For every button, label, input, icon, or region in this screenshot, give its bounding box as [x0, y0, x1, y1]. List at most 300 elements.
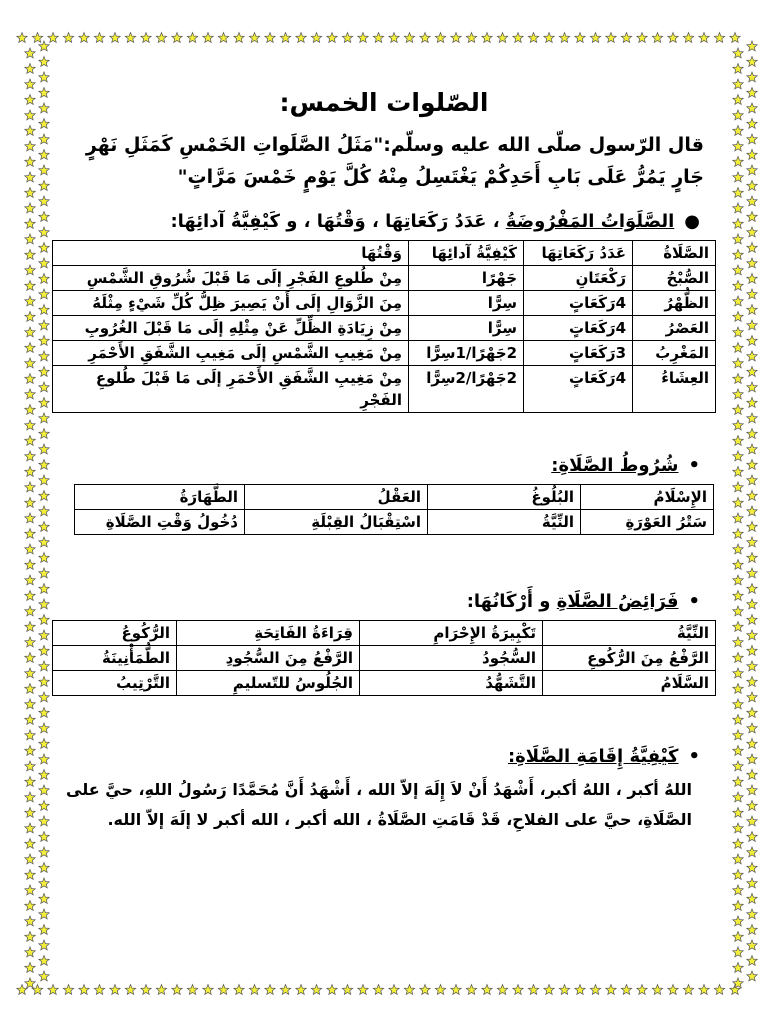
prayers-table	[52, 240, 716, 413]
star-icon	[637, 33, 647, 43]
star-icon	[39, 413, 49, 423]
star-icon	[39, 196, 49, 206]
star-icon	[218, 33, 228, 43]
star-icon	[747, 677, 757, 687]
table-header-row	[53, 241, 716, 266]
star-icon	[39, 816, 49, 826]
table-cell: 2جَهْرًا/1سِرًّا	[409, 341, 524, 366]
star-icon	[25, 343, 35, 353]
star-icon	[733, 575, 743, 585]
star-icon	[39, 382, 49, 392]
star-icon	[497, 33, 507, 43]
star-icon	[39, 553, 49, 563]
table-cell: الظُّهْرُ	[633, 291, 716, 316]
star-icon	[25, 823, 35, 833]
table-cell: 2جَهْرًا/2سِرًّا	[409, 366, 524, 413]
star-icon	[747, 475, 757, 485]
star-icon	[141, 985, 151, 995]
star-icon	[621, 985, 631, 995]
star-icon	[311, 33, 321, 43]
table-cell: العَصْرُ	[633, 316, 716, 341]
star-icon	[733, 389, 743, 399]
star-icon	[747, 103, 757, 113]
star-icon	[32, 33, 42, 43]
star-icon	[451, 985, 461, 995]
star-icon	[39, 506, 49, 516]
star-icon	[25, 296, 35, 306]
star-icon	[203, 985, 213, 995]
star-icon	[747, 57, 757, 67]
star-icon	[25, 746, 35, 756]
star-icon	[48, 33, 58, 43]
star-icon	[25, 792, 35, 802]
star-icon	[683, 33, 693, 43]
star-icon	[451, 33, 461, 43]
star-icon	[39, 878, 49, 888]
star-icon	[25, 250, 35, 260]
star-icon	[39, 103, 49, 113]
star-icon	[404, 33, 414, 43]
star-icon	[733, 64, 743, 74]
star-icon	[25, 715, 35, 725]
table-cell: مِنْ زِيَادَةِ الظِّلِّ عَنْ مِثْلِهِ إلَى مَا قَبْلَ الغُرُوبِ	[53, 316, 409, 341]
table-cell: الرُّكُوعُ	[53, 621, 177, 646]
star-icon	[187, 985, 197, 995]
star-icon	[39, 305, 49, 315]
star-icon	[39, 940, 49, 950]
star-icon	[25, 978, 35, 988]
star-icon	[404, 985, 414, 995]
star-icon	[733, 467, 743, 477]
star-icon	[296, 985, 306, 995]
star-icon	[39, 630, 49, 640]
star-icon	[358, 33, 368, 43]
star-icon	[733, 296, 743, 306]
table-row	[53, 266, 716, 291]
star-icon	[733, 715, 743, 725]
star-icon	[747, 615, 757, 625]
table-cell: جَهْرًا	[409, 266, 524, 291]
star-icon	[25, 529, 35, 539]
star-icon	[25, 281, 35, 291]
star-icon	[637, 985, 647, 995]
star-icon	[747, 971, 757, 981]
table-cell: الإِسْلَامُ	[581, 485, 714, 510]
star-icon	[733, 420, 743, 430]
star-icon	[747, 723, 757, 733]
star-icon	[559, 985, 569, 995]
star-icon	[482, 33, 492, 43]
star-icon	[733, 668, 743, 678]
table-cell: سِرًّا	[409, 291, 524, 316]
star-icon	[747, 894, 757, 904]
star-icon	[733, 761, 743, 771]
star-icon	[733, 358, 743, 368]
star-icon	[39, 754, 49, 764]
star-icon	[747, 413, 757, 423]
star-icon	[747, 785, 757, 795]
star-icon	[733, 436, 743, 446]
star-icon	[466, 985, 476, 995]
star-icon	[733, 110, 743, 120]
star-icon	[747, 212, 757, 222]
star-icon	[733, 637, 743, 647]
star-icon	[733, 947, 743, 957]
star-icon	[25, 637, 35, 647]
table-cell: النِّيَّةُ	[428, 510, 581, 535]
star-icon	[280, 985, 290, 995]
iqama-text: اللهُ أكبر ، اللهُ أكبر، أَشْهَدُ أَنْ لاَ إِلَهَ إلاّ الله ، أَشْهَدُ أَنَّ مُحَمَّدًا رَسُولُ اللهِ، حيَّ على الصَّلَاةِ، حيَّ على الفلاحِ، قَدْ قَامَتِ الصَّلَاةُ ، الله أكبر ، الله أكبر لا إلَهَ إلاّ الله.	[66, 780, 692, 829]
star-icon	[25, 172, 35, 182]
table-cell: رَكْعَتَانِ	[524, 266, 633, 291]
star-icon	[39, 460, 49, 470]
star-icon	[747, 584, 757, 594]
star-icon	[733, 777, 743, 787]
table-cell: مِنْ مَغِيبِ الشَّمْسِ إلَى مَغِيبِ الشَّفَقِ الأَحْمَرِ	[53, 341, 409, 366]
star-icon	[39, 289, 49, 299]
star-icon	[172, 33, 182, 43]
star-icon	[733, 219, 743, 229]
star-icon	[25, 141, 35, 151]
star-icon	[25, 312, 35, 322]
star-icon	[747, 243, 757, 253]
star-icon	[575, 33, 585, 43]
star-icon	[25, 591, 35, 601]
heading-rest: ، عَدَدُ رَكَعَاتِهَا ، وَقْتُهَا ، و كَيْفِيَّةُ آدائِهَا:	[170, 211, 506, 232]
table-cell: 4رَكَعَاتٍ	[524, 316, 633, 341]
star-icon	[25, 932, 35, 942]
star-icon	[25, 498, 35, 508]
star-icon	[39, 258, 49, 268]
star-icon	[25, 265, 35, 275]
star-icon	[25, 963, 35, 973]
star-icon	[218, 985, 228, 995]
star-icon	[747, 956, 757, 966]
star-icon	[733, 234, 743, 244]
heading-underlined: الصَّلَوَاتُ المَفْرُوضَةُ	[505, 211, 675, 232]
star-icon	[747, 832, 757, 842]
star-icon	[733, 405, 743, 415]
star-icon	[747, 444, 757, 454]
star-icon	[25, 451, 35, 461]
table-row	[53, 341, 716, 366]
star-icon	[156, 985, 166, 995]
table-cell: السَّلَامُ	[543, 671, 716, 696]
page-title: الصّلوات الخمس:	[279, 88, 489, 117]
star-icon	[39, 909, 49, 919]
star-icon	[733, 544, 743, 554]
section-iqama-heading	[52, 746, 700, 767]
star-icon	[39, 181, 49, 191]
star-icon	[714, 985, 724, 995]
star-icon	[17, 985, 27, 995]
star-icon	[25, 513, 35, 523]
heading-underlined: فَرَائِضُ الصَّلَاةِ	[556, 591, 679, 612]
star-icon	[544, 985, 554, 995]
star-icon	[668, 985, 678, 995]
star-icon	[373, 985, 383, 995]
table-row	[53, 646, 716, 671]
header-cell: عَدَدُ رَكَعَاتِهَا	[524, 241, 633, 266]
star-icon	[39, 320, 49, 330]
star-icon	[63, 985, 73, 995]
star-icon	[25, 885, 35, 895]
table-cell: قِرَاءَةُ الفَاتِحَةِ	[177, 621, 360, 646]
star-icon	[733, 48, 743, 58]
table-cell: السُّجُودُ	[360, 646, 543, 671]
star-icon	[733, 203, 743, 213]
table-row	[53, 621, 716, 646]
heading-underlined: كَيْفِيَّةُ إِقَامَةِ الصَّلَاةِ:	[507, 746, 679, 767]
star-icon	[730, 985, 740, 995]
star-icon	[25, 405, 35, 415]
star-icon	[747, 119, 757, 129]
star-icon	[747, 754, 757, 764]
star-icon	[25, 358, 35, 368]
star-icon	[747, 351, 757, 361]
star-icon	[39, 661, 49, 671]
star-icon	[733, 126, 743, 136]
star-icon	[747, 940, 757, 950]
star-icon	[25, 839, 35, 849]
star-icon	[733, 606, 743, 616]
star-icon	[606, 33, 616, 43]
star-icon	[39, 785, 49, 795]
star-icon	[25, 699, 35, 709]
star-icon	[513, 985, 523, 995]
star-icon	[747, 429, 757, 439]
star-icon	[25, 188, 35, 198]
star-icon	[528, 985, 538, 995]
star-icon	[389, 33, 399, 43]
star-icon	[39, 243, 49, 253]
star-icon	[79, 985, 89, 995]
star-icon	[747, 150, 757, 160]
star-icon	[39, 72, 49, 82]
star-icon	[389, 985, 399, 995]
star-icon	[733, 932, 743, 942]
star-icon	[25, 947, 35, 957]
star-icon	[733, 141, 743, 151]
header-cell: وَقْتُهَا	[53, 241, 409, 266]
star-icon	[733, 250, 743, 260]
star-icon	[25, 777, 35, 787]
star-icon	[39, 398, 49, 408]
star-icon	[39, 227, 49, 237]
star-icon	[125, 33, 135, 43]
star-icon	[39, 863, 49, 873]
star-icon	[747, 553, 757, 563]
star-icon	[39, 491, 49, 501]
star-icon	[39, 522, 49, 532]
star-icon	[747, 816, 757, 826]
star-icon	[25, 761, 35, 771]
star-icon	[747, 196, 757, 206]
star-icon	[714, 33, 724, 43]
star-icon	[156, 33, 166, 43]
star-icon	[25, 203, 35, 213]
star-icon	[125, 985, 135, 995]
star-icon	[733, 312, 743, 322]
star-icon	[39, 956, 49, 966]
star-icon	[79, 33, 89, 43]
star-icon	[747, 320, 757, 330]
star-icon	[747, 522, 757, 532]
star-icon	[249, 985, 259, 995]
star-icon	[39, 41, 49, 51]
star-icon	[733, 157, 743, 167]
star-icon	[733, 622, 743, 632]
star-icon	[747, 599, 757, 609]
star-icon	[63, 33, 73, 43]
star-icon	[39, 894, 49, 904]
star-icon	[39, 444, 49, 454]
star-icon	[17, 33, 27, 43]
star-icon	[327, 985, 337, 995]
star-icon	[39, 832, 49, 842]
star-icon	[733, 172, 743, 182]
star-icon	[747, 506, 757, 516]
star-icon	[652, 33, 662, 43]
hadith-quote: قال الرّسول صلّى الله عليه وسلّم:"مَثَلُ الصَّلَواتِ الخَمْسِ كَمَثَلِ نَهْرٍ جَارٍ يَمُرُّ عَلَى بَابِ أَحَدِكُمْ يَغْتَسِلُ مِنْهُ كُلَّ يَوْمٍ خَمْسَ مَرَّاتٍ"	[85, 134, 704, 188]
star-icon	[25, 110, 35, 120]
star-icon	[25, 482, 35, 492]
star-icon	[733, 343, 743, 353]
star-icon	[25, 916, 35, 926]
table-row	[53, 366, 716, 413]
table-cell: البُلُوغُ	[428, 485, 581, 510]
star-icon	[733, 823, 743, 833]
star-icon	[25, 374, 35, 384]
star-icon	[747, 491, 757, 501]
star-icon	[342, 33, 352, 43]
star-icon	[342, 985, 352, 995]
star-icon	[39, 274, 49, 284]
star-icon	[733, 901, 743, 911]
star-icon	[747, 770, 757, 780]
star-icon	[747, 661, 757, 671]
star-icon	[25, 653, 35, 663]
star-icon	[39, 475, 49, 485]
star-icon	[747, 382, 757, 392]
star-icon	[747, 692, 757, 702]
star-icon	[187, 33, 197, 43]
star-icon	[94, 33, 104, 43]
star-icon	[747, 460, 757, 470]
star-icon	[559, 33, 569, 43]
star-icon	[747, 336, 757, 346]
star-icon	[747, 305, 757, 315]
star-icon	[733, 281, 743, 291]
star-icon	[39, 568, 49, 578]
star-icon	[234, 985, 244, 995]
star-icon	[747, 367, 757, 377]
star-icon	[25, 730, 35, 740]
star-icon	[733, 699, 743, 709]
star-icon	[234, 33, 244, 43]
star-icon	[733, 327, 743, 337]
table-cell: دُخُولُ وَقْتِ الصَّلَاةِ	[75, 510, 245, 535]
star-icon	[747, 88, 757, 98]
star-icon	[747, 41, 757, 51]
star-icon	[25, 157, 35, 167]
star-icon	[497, 985, 507, 995]
heading-rest: و أَرْكَانُهَا:	[466, 591, 557, 612]
star-icon	[747, 72, 757, 82]
star-icon	[311, 985, 321, 995]
star-icon	[39, 165, 49, 175]
star-icon	[544, 33, 554, 43]
table-cell: 4رَكَعَاتٍ	[524, 291, 633, 316]
star-icon	[652, 985, 662, 995]
table-cell: اسْتِقْبَالُ القِبْلَةِ	[245, 510, 428, 535]
star-icon	[747, 181, 757, 191]
table-cell: الطُّمَأْنِينَةُ	[53, 646, 177, 671]
star-icon	[466, 33, 476, 43]
star-icon	[733, 870, 743, 880]
table-cell: الرَّفْعُ مِنَ الرُّكُوعِ	[543, 646, 716, 671]
star-icon	[48, 985, 58, 995]
star-icon	[528, 33, 538, 43]
star-icon	[358, 985, 368, 995]
star-icon	[730, 33, 740, 43]
star-icon	[733, 95, 743, 105]
section-obligatory-prayers-heading	[52, 211, 700, 232]
star-icon	[25, 606, 35, 616]
conditions-table	[74, 484, 714, 535]
star-icon	[747, 227, 757, 237]
star-icon	[25, 64, 35, 74]
star-icon	[733, 265, 743, 275]
star-icon	[733, 978, 743, 988]
table-cell: المَغْرِبُ	[633, 341, 716, 366]
star-icon	[435, 33, 445, 43]
star-icon	[39, 88, 49, 98]
star-icon	[39, 150, 49, 160]
star-icon	[39, 925, 49, 935]
star-icon	[110, 985, 120, 995]
star-icon	[733, 885, 743, 895]
star-icon	[39, 770, 49, 780]
star-icon	[733, 591, 743, 601]
star-icon	[606, 985, 616, 995]
star-icon	[25, 668, 35, 678]
table-cell: النِّيَّةُ	[543, 621, 716, 646]
star-icon	[25, 808, 35, 818]
star-icon	[747, 398, 757, 408]
star-icon	[733, 188, 743, 198]
bullet-icon: •	[688, 746, 700, 767]
table-cell: سِرًّا	[409, 316, 524, 341]
star-icon	[39, 599, 49, 609]
table-row	[75, 485, 714, 510]
star-icon	[747, 878, 757, 888]
star-icon	[733, 746, 743, 756]
table-cell: الجُلُوسُ للتّسليمِ	[177, 671, 360, 696]
star-icon	[39, 367, 49, 377]
heading-underlined: شُرُوطُ الصَّلَاةِ:	[551, 455, 679, 476]
star-icon	[733, 792, 743, 802]
star-icon	[733, 963, 743, 973]
star-icon	[110, 33, 120, 43]
star-icon	[25, 48, 35, 58]
star-icon	[733, 374, 743, 384]
bullet-icon: ●	[684, 211, 700, 232]
star-icon	[25, 420, 35, 430]
star-icon	[203, 33, 213, 43]
table-cell: تَكْبِيرَةُ الإِحْرَامِ	[360, 621, 543, 646]
star-icon	[25, 79, 35, 89]
